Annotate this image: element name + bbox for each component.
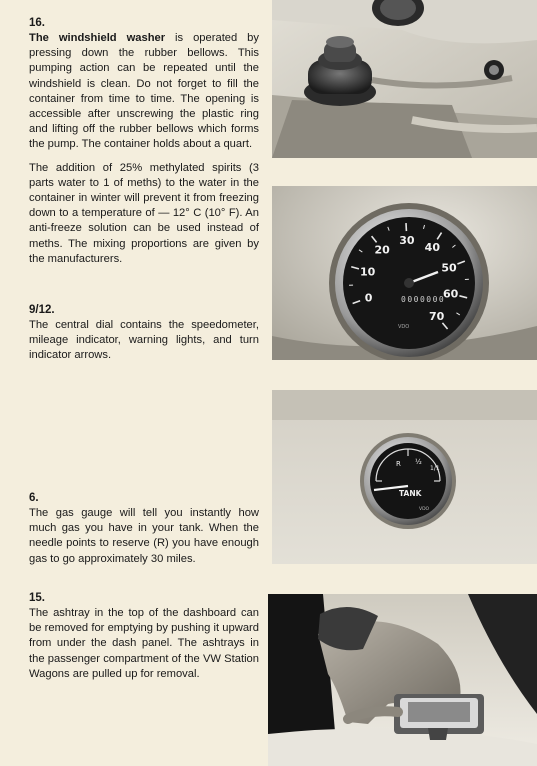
fuel-mark-full: 1/1	[430, 465, 440, 472]
section-number: 6.	[29, 492, 39, 504]
section-windshield-washer	[29, 16, 259, 267]
section-number: 16.	[29, 17, 45, 29]
fuel-gauge-svg	[272, 390, 537, 564]
odometer: 0000000	[401, 295, 446, 304]
section-text: The gas gauge will tell you instantly how much gas you have in your tank. When the needle points to reserve (R) you have enough gas to go approximately 30 miles.	[29, 507, 259, 565]
speedometer-maker: VDO	[398, 324, 410, 330]
speedometer-label: 40	[424, 240, 440, 254]
photo-ashtray	[268, 594, 537, 766]
section-gas-gauge	[29, 491, 259, 567]
fuel-mark-reserve: R	[396, 460, 401, 468]
speedometer-label: 30	[399, 234, 415, 248]
speedometer-label: 60	[443, 287, 459, 301]
section-text: The ashtray in the top of the dashboard can be removed for emptying by pushing it upward from under the dash panel. The ashtrays in the passenger compartment of the VW Station Wagons are pulled up for removal.	[29, 607, 259, 680]
speedometer-label: 50	[441, 261, 457, 275]
section-lead: The windshield washer	[29, 32, 166, 44]
speedometer-svg	[272, 186, 537, 360]
speedometer-label: 70	[428, 309, 445, 323]
photo-windshield-washer	[272, 0, 537, 158]
section-text-2: The addition of 25% methylated spirits (3 parts water to 1 of meths) to the water in the container in winter will prevent it from freezing down to a temperature of — 12° C (10° F). An anti-freeze solution can be used instead of meths. The mixing proportions are given by the manufacturers.	[29, 161, 259, 265]
section-number: 15.	[29, 592, 45, 604]
fuel-gauge-label: TANK	[399, 489, 422, 498]
section-ashtray	[29, 591, 259, 682]
section-text: The central dial contains the speedometer, mileage indicator, warning lights, and turn indicator arrows.	[29, 319, 259, 362]
photo-speedometer	[272, 186, 537, 360]
speedometer-label: 0	[364, 291, 373, 305]
speedometer-label: 20	[374, 243, 390, 257]
section-text: The windshield washer is operated by pressing down the rubber bellows. This pumping action can be repeated until the windshield is clean. Do not forget to fill the container from time to time. The opening is accessible after unscrewing the plastic ring and lifting off the rubber bellows which forms the pump. The container holds about a quart.	[29, 32, 259, 151]
section-central-dial	[29, 303, 259, 364]
photo-fuel-gauge	[272, 390, 537, 564]
speedometer-label: 10	[359, 265, 376, 279]
fuel-mark-half: ½	[415, 458, 422, 466]
fuel-gauge-maker: VDO	[419, 507, 430, 512]
section-number: 9/12.	[29, 304, 55, 316]
